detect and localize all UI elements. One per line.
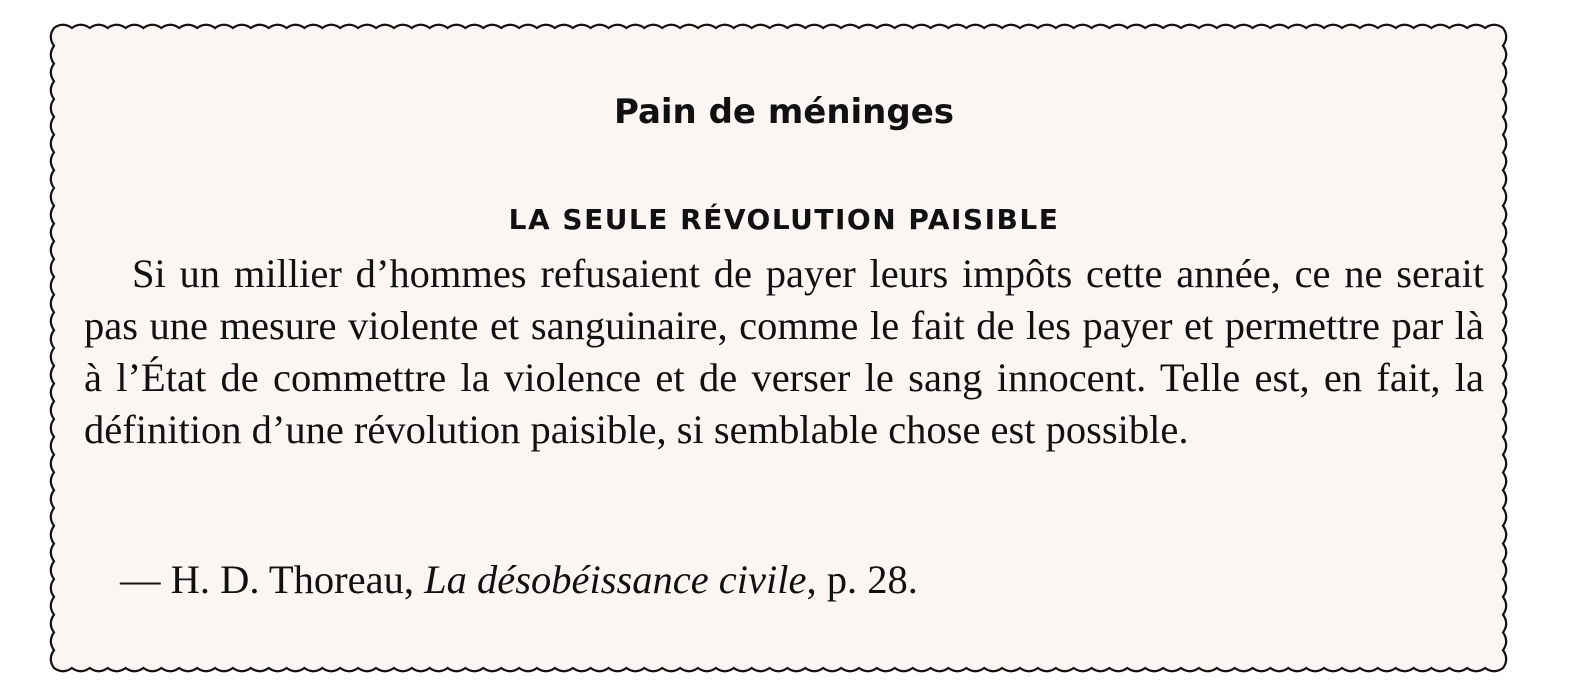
box-title: Pain de méninges [613,92,955,132]
attribution-work-title: La désobéissance civile [424,557,807,602]
attribution-author: — H. D. Thoreau, [120,557,425,602]
quote-paragraph: Si un millier d’hommes refusaient de payer leurs impôts cette année, ce ne serait pas une mesure violente et sanguinaire, comme le fait de les payer et permettre par là à l’État de commettre la violence et de verser le sang innocent. Telle est, en fait, la définition d’une révolution paisible, si semblable chose est possible. [84,251,1484,452]
quote-attribution [120,556,918,603]
quote-title: LA SEULE RÉVOLUTION PAISIBLE [508,203,1060,236]
attribution-page: , p. 28. [806,557,918,602]
